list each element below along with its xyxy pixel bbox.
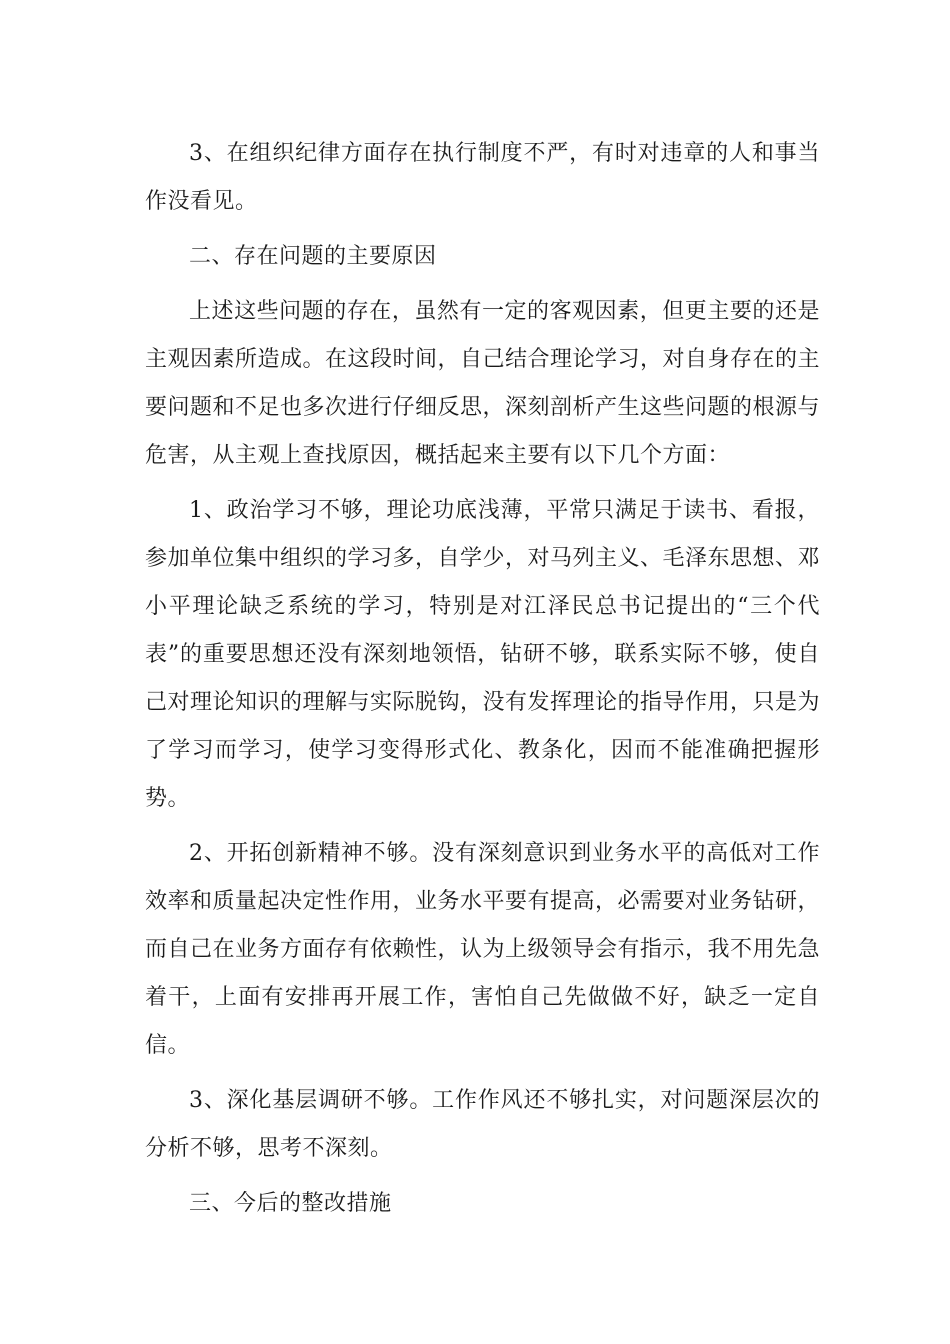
paragraph-causes-intro: 上述这些问题的存在，虽然有一定的客观因素，但更主要的还是主观因素所造成。在这段时间，自己结合理论学习，对自身存在的主要问题和不足也多次进行仔细反思，深刻剖析产生这些问题的根源与危害，从主观上查找原因，概括起来主要有以下几个方面： [145, 299, 821, 468]
paragraph-cause-political-study: 1、政治学习不够，理论功底浅薄，平常只满足于读书、看报，参加单位集中组织的学习多，自学少，对马列主义、毛泽东思想、邓小平理论缺乏系统的学习，特别是对江泽民总书记提出的“三个代表”的重要思想还没有深刻地领悟，钻研不够，联系实际不够，使自己对理论知识的理解与实际脱钩，没有发挥理论的指导作用，只是为了学习而学习，使学习变得形式化、教条化，因而不能准确把握形势。 [145, 498, 821, 811]
paragraph-org-discipline: 3、在组织纪律方面存在执行制度不严，有时对违章的人和事当作没看见。 [145, 141, 820, 214]
section-heading-causes: 二、存在问题的主要原因 [189, 244, 437, 269]
paragraph-cause-grassroots-research: 3、深化基层调研不够。工作作风还不够扎实，对问题深层次的分析不够，思考不深刻。 [145, 1088, 820, 1161]
document-body [145, 130, 820, 1235]
paragraph-cause-innovation: 2、开拓创新精神不够。没有深刻意识到业务水平的高低对工作效率和质量起决定性作用，业务水平要有提高，必需要对业务钻研，而自己在业务方面存有依赖性，认为上级领导会有指示，我不用先急着干，上面有安排再开展工作，害怕自己先做做不好，缺乏一定自信。 [145, 841, 821, 1058]
section-heading-measures: 三、今后的整改措施 [189, 1191, 392, 1216]
